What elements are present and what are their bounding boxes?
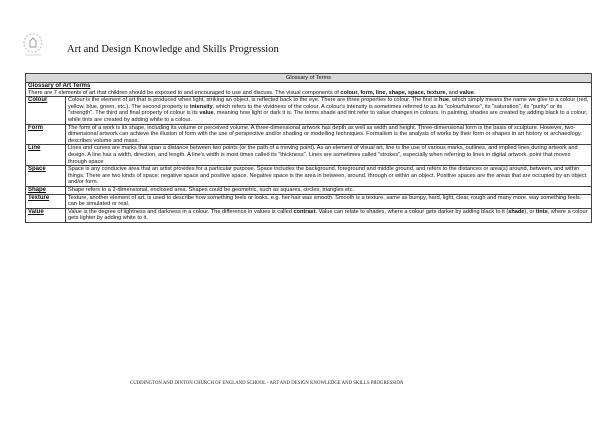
school-crest-icon [20, 32, 46, 58]
glossary-row-value [26, 208, 592, 222]
term-definition [66, 166, 592, 187]
term-definition [66, 145, 592, 166]
definition-text: Lines and curves are marks that span a distance between two points (or the path of a moving point). As an element of visual art, line is the use of various marks, outlines, and implied lines during artwork and design. A line has a width, direction, and length. A line's width is most times called its "thickness". Lines are sometimes called "strokes", especially when referring to lines in digital artwork. point that moves through space [68, 145, 578, 165]
definition-keyword: shade [508, 208, 525, 215]
intro-title: Glossary of Art Terms [28, 83, 91, 89]
glossary-row-colour [26, 97, 592, 124]
definition-keyword: hue [439, 97, 449, 104]
table-heading: Glossary of Terms [26, 74, 592, 83]
definition-keyword: contrast [293, 208, 316, 215]
term-definition [66, 186, 592, 194]
definition-text: , which refers to the vividness of the colour. A colour's intensity is sometimes referred to as its "colourfulness", its "saturation", its "purity" or its "strength". The third and final property of colour is its [68, 103, 563, 117]
definition-text: Space is any conducive area that an artist provides for a particular purpose. Space includes the background, foreground and middle ground, and refers to the distances or area(s) around, between, and within things. There are two kinds of space: negative space and positive space. Negative space is the area in between, around, through or within an object. Positive spaces are the areas that are occupied by an object and/or form. [68, 166, 587, 186]
term-definition [66, 97, 592, 124]
intro-row [26, 83, 592, 97]
definition-keyword: value [199, 110, 214, 117]
term-label: Space [26, 166, 66, 187]
definition-text: , where a colour gets lighter by adding white to it. [68, 208, 588, 222]
intro-value: value [459, 89, 474, 96]
definition-text: Colour is the element of art that is produced when light, striking an object, is reflected back to the eye. There are three properties to colour. The first is [68, 97, 440, 104]
definition-text: , which simply means the name we give to a colour (red, yellow, blue, green, etc.). The second property is [68, 97, 589, 110]
definition-text: The form of a work is its shape, including its volume or perceived volume. A three-dimensional artwork has depth as well as width and height. Three-dimensional form is the basis of sculpture. However, two-dimensional artwork can achieve the illusion of form with the use of perspective and/or shading or modelling techniques. Formalism is the analysis of works by their form or shapes in art history or archaeology. describes volume and mass. [68, 124, 582, 144]
definition-text: . Value can relate to shades, where a colour gets darker by adding black to it ( [315, 208, 509, 215]
term-label: Line [26, 145, 66, 166]
intro-text: There are 7 elements of art that children should be exposed to and encouraged to use and discuss. The visual components of [28, 89, 341, 96]
glossary-row-form [26, 124, 592, 145]
term-label: Value [26, 208, 66, 222]
intro-elements: colour, form, line, shape, space, texture, [340, 89, 448, 96]
term-label: Shape [26, 186, 66, 194]
intro-text-mid: and [447, 89, 460, 96]
glossary-row-space [26, 166, 592, 187]
definition-text: , meaning how light or dark it is. The terms shade and tint refer to value changes in colours. In painting, shades are created by adding black to a colour, while tints are created by adding white to a colour. [68, 110, 588, 123]
definition-text: Value is the degree of lightness and darkness in a colour. The difference in values is called [68, 208, 294, 215]
term-label: Form [26, 124, 66, 145]
definition-keyword: tints [535, 208, 548, 215]
glossary-row-shape [26, 186, 592, 194]
glossary-row-texture [26, 194, 592, 208]
definition-text: Shape refers to a 2-dimensional, enclosed area. Shapes could be geometric, such as squares, circles, triangles etc. [68, 186, 355, 193]
definition-text: Texture, another element of art, is used to describe how something feels or looks. e.g. her hair was smooth. Smooth is a texture, same as bumpy, hard, light, clear, rough and many more. way something feels. can be simulated or real. [68, 194, 582, 208]
definition-text: ), or [524, 208, 536, 215]
term-definition [66, 208, 592, 222]
page-title: Art and Design Knowledge and Skills Progression [67, 44, 279, 55]
intro-text-end: . [473, 89, 476, 96]
term-definition [66, 124, 592, 145]
term-definition [66, 194, 592, 208]
term-label: Colour [26, 97, 66, 124]
glossary-table [25, 73, 592, 223]
glossary-row-line [26, 145, 592, 166]
term-label: Texture [26, 194, 66, 208]
page-footer: CUDDINGTON AND DINTON CHURCH OF ENGLAND SCHOOL - ART AND DESIGN KNOWLEDGE AND SKILLS PROGRESSION [130, 381, 404, 386]
definition-keyword: intensity [189, 103, 213, 110]
